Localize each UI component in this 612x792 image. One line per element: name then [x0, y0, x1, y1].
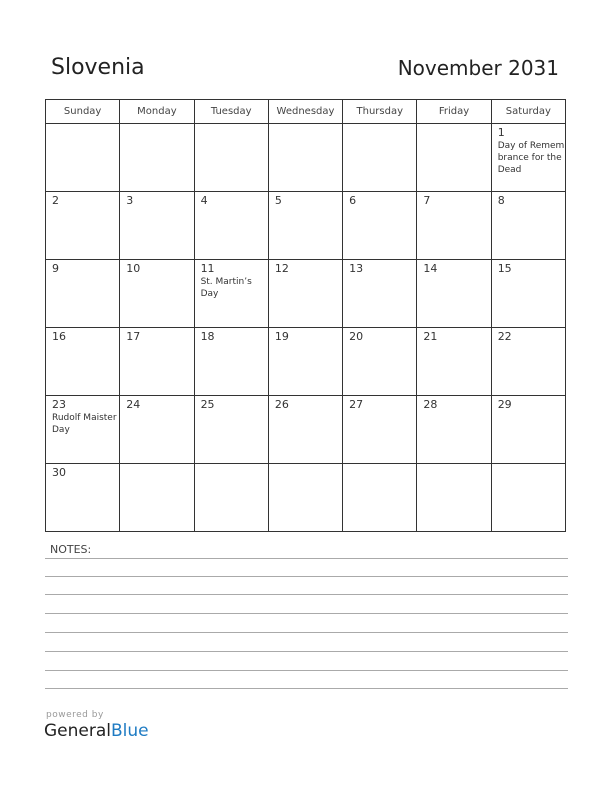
- note-line: [45, 688, 568, 689]
- day-cell[interactable]: [491, 124, 565, 192]
- weekday-wednesday: Wednesday: [268, 100, 342, 124]
- day-number: 16: [52, 330, 66, 343]
- weekday-header-row: [46, 100, 566, 124]
- day-number: 7: [423, 194, 431, 207]
- day-cell[interactable]: [120, 328, 194, 396]
- day-number: 8: [497, 194, 505, 207]
- day-number: 10: [126, 262, 141, 275]
- week-row: [46, 464, 566, 532]
- day-cell[interactable]: [417, 328, 491, 396]
- day-number: 5: [274, 194, 282, 207]
- day-cell[interactable]: [120, 464, 194, 532]
- day-number: 26: [274, 398, 289, 411]
- note-line: [45, 594, 568, 595]
- day-number: 3: [126, 194, 134, 207]
- day-cell[interactable]: [491, 328, 565, 396]
- day-number: 30: [52, 466, 66, 479]
- day-cell[interactable]: [268, 124, 342, 192]
- day-number: 24: [126, 398, 141, 411]
- weekday-sunday: Sunday: [46, 100, 120, 124]
- day-number: 12: [274, 262, 289, 275]
- day-number: 23: [52, 398, 66, 411]
- weekday-monday: Monday: [120, 100, 194, 124]
- holiday-label: Rudolf Maister Day: [52, 413, 117, 435]
- day-number: 18: [200, 330, 215, 343]
- weekday-friday: Friday: [417, 100, 491, 124]
- day-number: 13: [349, 262, 364, 275]
- day-cell[interactable]: [194, 396, 268, 464]
- day-cell[interactable]: [417, 260, 491, 328]
- day-cell[interactable]: [343, 464, 417, 532]
- day-cell[interactable]: [268, 396, 342, 464]
- note-line: [45, 632, 568, 633]
- note-line: [45, 670, 568, 671]
- note-line: [45, 651, 568, 652]
- note-line: [45, 576, 568, 577]
- brand-blue: Blue: [111, 721, 149, 741]
- day-cell[interactable]: [343, 192, 417, 260]
- day-number: 15: [497, 262, 512, 275]
- brand-logo[interactable]: [44, 721, 149, 741]
- day-number: 29: [497, 398, 512, 411]
- day-cell[interactable]: [120, 260, 194, 328]
- day-cell[interactable]: [46, 464, 120, 532]
- holiday-label: Day of Remembrance for the Dead: [497, 141, 565, 175]
- day-cell[interactable]: [194, 192, 268, 260]
- day-cell[interactable]: [343, 396, 417, 464]
- brand-general: General: [44, 721, 111, 741]
- day-cell[interactable]: [268, 260, 342, 328]
- week-row: [46, 396, 566, 464]
- day-cell[interactable]: [491, 464, 565, 532]
- notes-label: NOTES:: [50, 543, 92, 556]
- day-number: 14: [423, 262, 438, 275]
- day-number: 19: [274, 330, 289, 343]
- day-cell[interactable]: [46, 396, 120, 464]
- day-cell[interactable]: [491, 260, 565, 328]
- note-line: [45, 558, 568, 559]
- day-number: 11: [200, 262, 215, 275]
- day-cell[interactable]: [120, 124, 194, 192]
- weekday-tuesday: Tuesday: [194, 100, 268, 124]
- day-cell[interactable]: [46, 260, 120, 328]
- day-cell[interactable]: [194, 464, 268, 532]
- week-row: [46, 260, 566, 328]
- day-cell[interactable]: [46, 192, 120, 260]
- day-number: 6: [349, 194, 357, 207]
- month-year-title: November 2031: [397, 56, 559, 80]
- holiday-label: St. Martin’s Day: [200, 277, 252, 299]
- day-number: 17: [126, 330, 141, 343]
- day-cell[interactable]: [268, 464, 342, 532]
- day-cell[interactable]: [46, 124, 120, 192]
- week-row: [46, 192, 566, 260]
- day-cell[interactable]: [120, 192, 194, 260]
- week-row: [46, 328, 566, 396]
- day-cell[interactable]: [194, 124, 268, 192]
- day-cell[interactable]: [343, 328, 417, 396]
- day-number: 22: [497, 330, 512, 343]
- note-line: [45, 613, 568, 614]
- week-row: [46, 124, 566, 192]
- day-cell[interactable]: [491, 396, 565, 464]
- powered-by-text: powered by: [46, 710, 104, 720]
- weekday-saturday: Saturday: [491, 100, 565, 124]
- day-number: 4: [200, 194, 208, 207]
- day-number: 25: [200, 398, 215, 411]
- day-number: 27: [349, 398, 364, 411]
- day-number: 28: [423, 398, 438, 411]
- calendar-grid: [45, 99, 566, 532]
- day-number: 21: [423, 330, 438, 343]
- day-cell[interactable]: [268, 192, 342, 260]
- day-cell[interactable]: [194, 328, 268, 396]
- day-cell[interactable]: [194, 260, 268, 328]
- day-cell[interactable]: [417, 192, 491, 260]
- day-cell[interactable]: [417, 396, 491, 464]
- day-cell[interactable]: [343, 124, 417, 192]
- day-number: 9: [52, 262, 59, 275]
- day-number: 20: [349, 330, 364, 343]
- day-cell[interactable]: [120, 396, 194, 464]
- day-cell[interactable]: [343, 260, 417, 328]
- day-number: 2: [52, 194, 59, 207]
- day-cell[interactable]: [417, 464, 491, 532]
- day-cell[interactable]: [46, 328, 120, 396]
- country-title: Slovenia: [51, 55, 145, 80]
- day-number: 1: [497, 126, 505, 139]
- day-cell[interactable]: [417, 124, 491, 192]
- weekday-thursday: Thursday: [343, 100, 417, 124]
- day-cell[interactable]: [491, 192, 565, 260]
- day-cell[interactable]: [268, 328, 342, 396]
